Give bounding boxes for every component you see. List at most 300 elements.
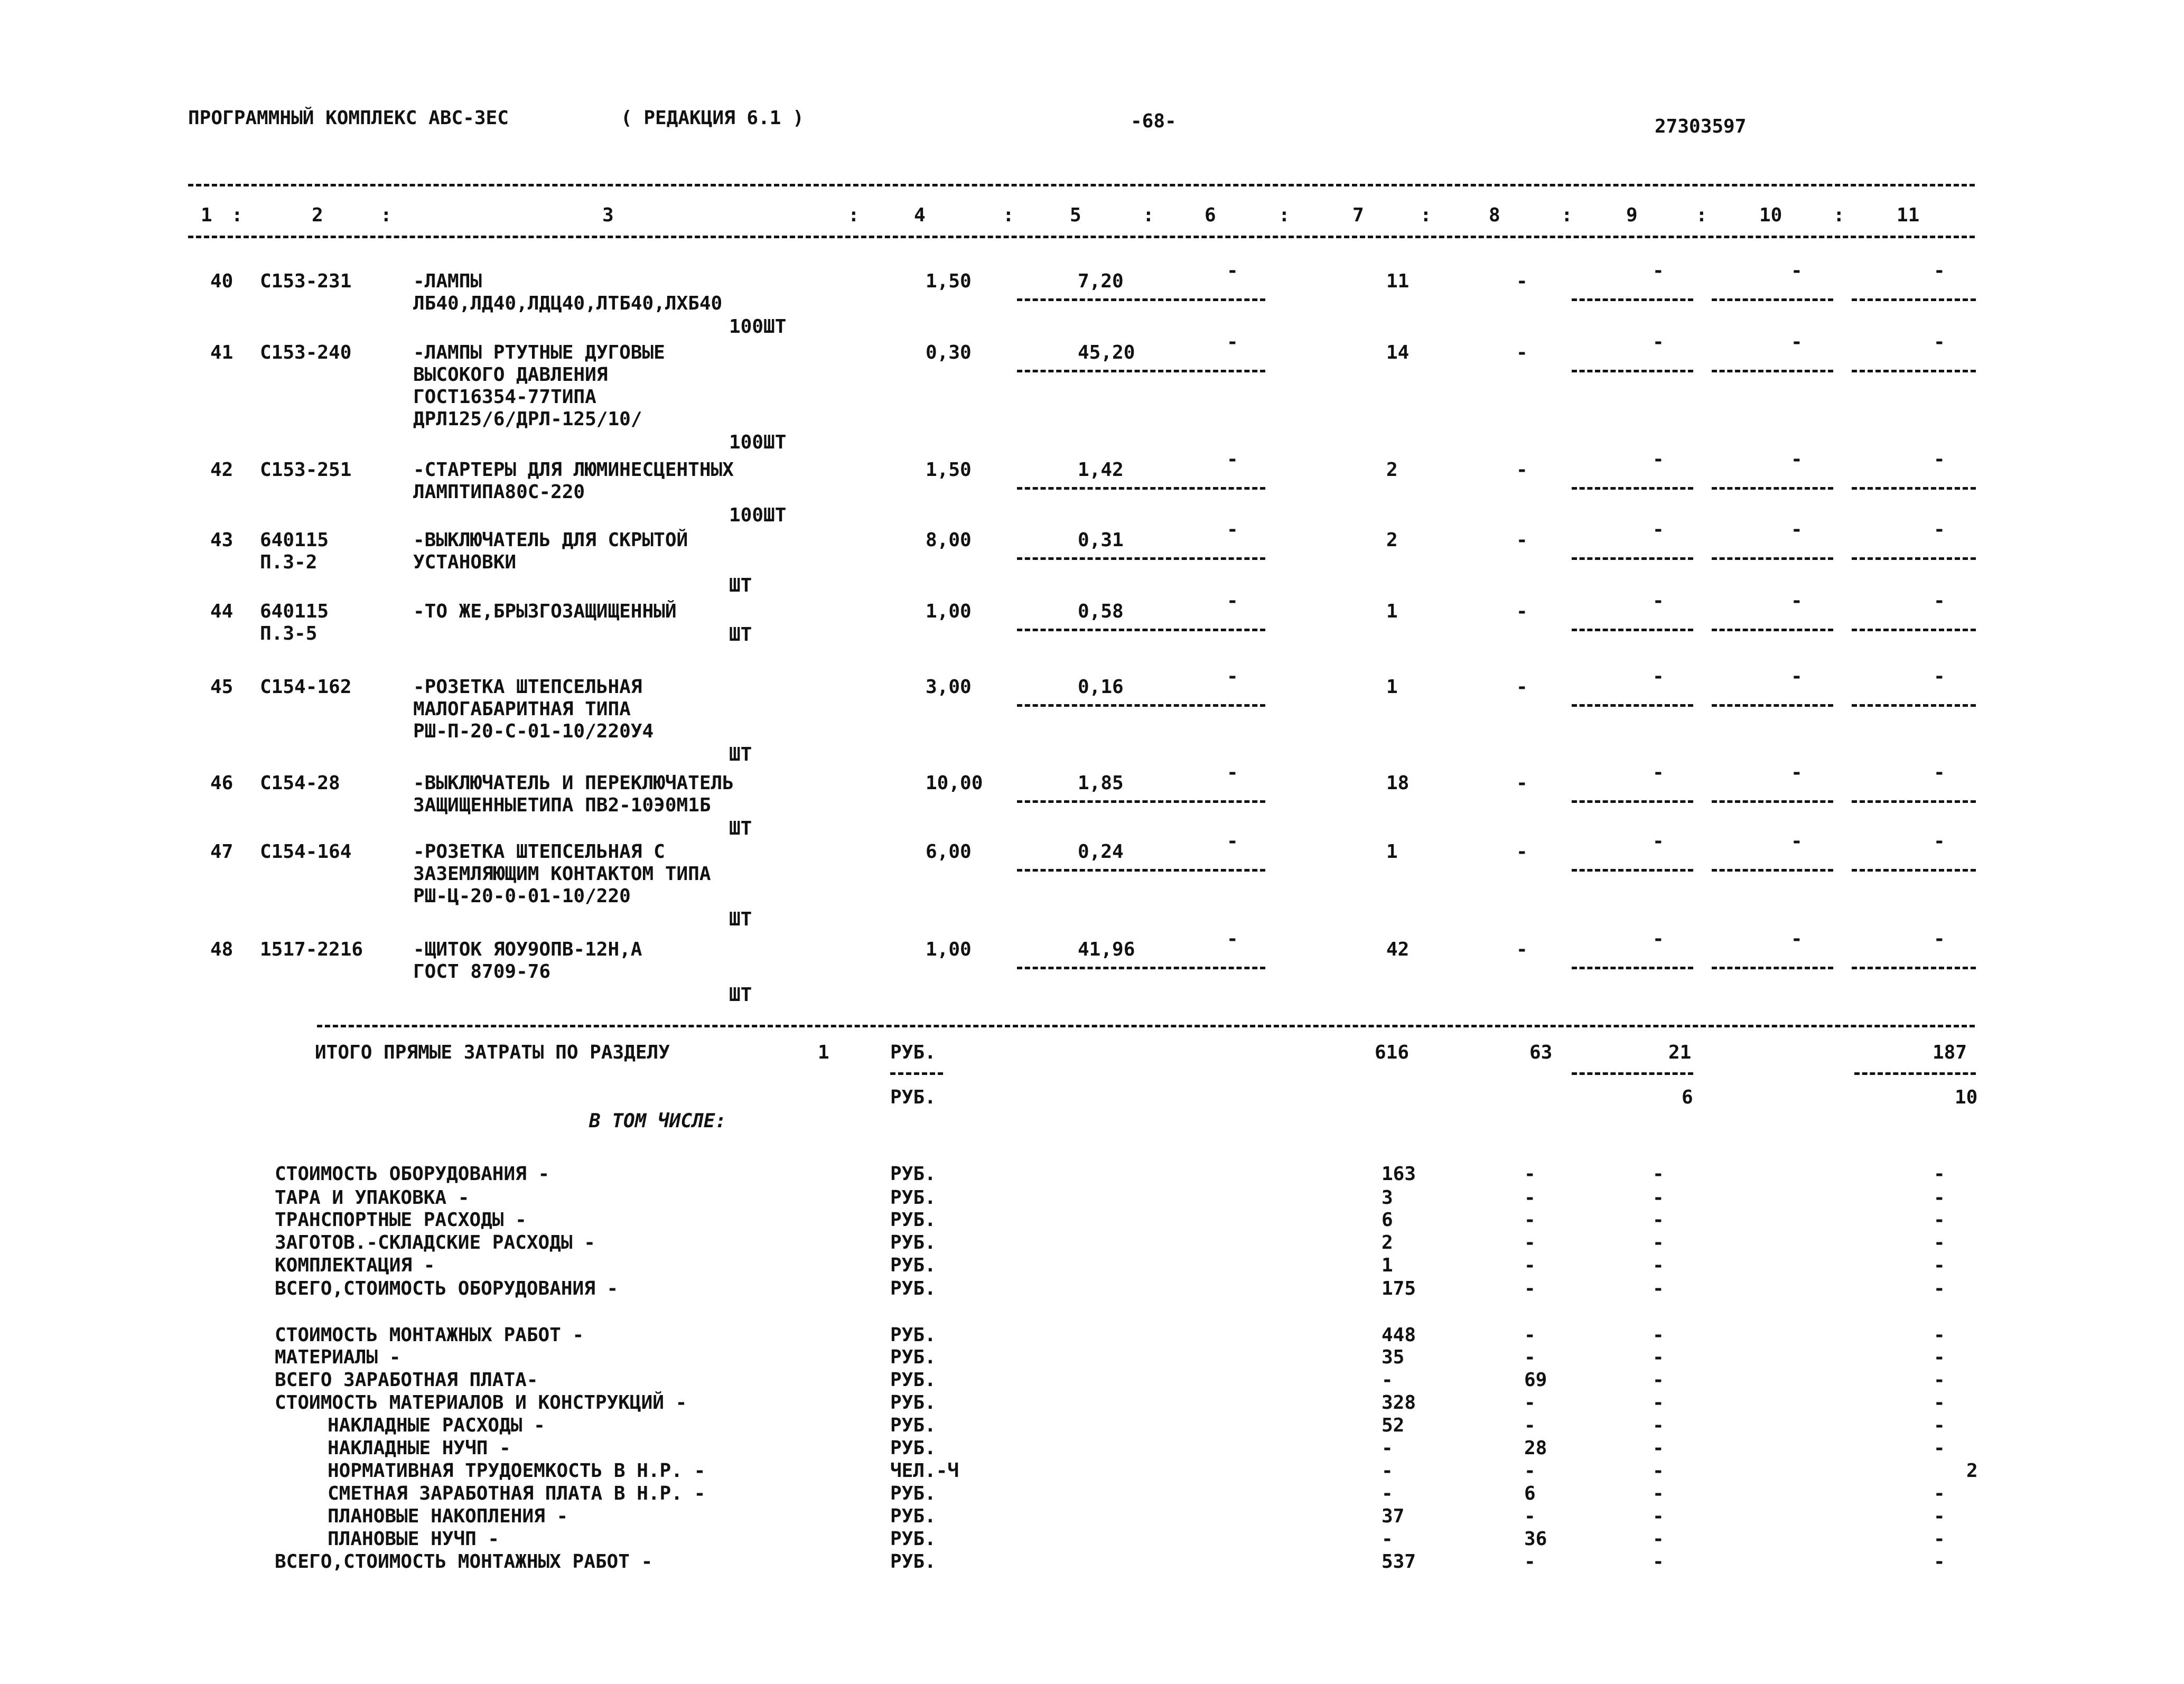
row-col8: - <box>1516 601 1528 622</box>
row-code: С153-251 <box>260 459 352 481</box>
breakdown-col7: 37 <box>1382 1505 1405 1527</box>
row-quantity: 1,00 <box>926 939 972 960</box>
row-col7: 1 <box>1386 841 1398 863</box>
column-header: 11 <box>1897 204 1920 226</box>
cell-rule <box>1712 800 1833 803</box>
including-heading: В ТОМ ЧИСЛЕ: <box>589 1110 727 1132</box>
column-separator: : <box>848 204 860 226</box>
row-description-line: -ЩИТОК ЯОУ9ОПВ-12Н,А <box>413 939 642 960</box>
breakdown-col8: - <box>1524 1505 1536 1527</box>
breakdown-col11: - <box>1934 1437 1945 1459</box>
row-code: С154-162 <box>260 676 352 698</box>
row-col10: - <box>1791 666 1803 687</box>
column-separator: : <box>1420 204 1432 226</box>
row-col6: - <box>1227 448 1238 470</box>
row-code-secondary: П.3-5 <box>260 623 318 644</box>
breakdown-col11: - <box>1934 1505 1945 1527</box>
breakdown-col11: - <box>1934 1415 1945 1436</box>
row-col10: - <box>1791 448 1803 470</box>
row-quantity: 1,50 <box>926 270 972 292</box>
row-col6: - <box>1227 331 1238 353</box>
row-col6: - <box>1227 666 1238 687</box>
row-description-line: -ТО ЖЕ,БРЫЗГОЗАЩИЩЕННЫЙ <box>413 601 677 622</box>
row-unit-price: 7,20 <box>1078 270 1124 292</box>
breakdown-col8: - <box>1524 1324 1536 1346</box>
row-code: С154-28 <box>260 772 340 794</box>
breakdown-col7: - <box>1382 1460 1393 1482</box>
row-col11: - <box>1934 260 1945 282</box>
cell-rule <box>1572 487 1693 490</box>
row-description-line: -РОЗЕТКА ШТЕПСЕЛЬНАЯ С <box>413 841 665 863</box>
row-number: 43 <box>210 529 234 551</box>
cell-rule <box>1017 967 1265 969</box>
breakdown-col7: 537 <box>1382 1551 1416 1573</box>
breakdown-unit: РУБ. <box>890 1187 936 1209</box>
row-description-line: -ВЫКЛЮЧАТЕЛЬ ДЛЯ СКРЫТОЙ <box>413 529 688 551</box>
row-col9: - <box>1653 928 1664 950</box>
row-col10: - <box>1791 830 1803 852</box>
row-quantity: 1,00 <box>926 601 972 622</box>
column-header: 8 <box>1489 204 1500 226</box>
row-col7: 2 <box>1386 529 1398 551</box>
breakdown-col7: - <box>1382 1483 1393 1504</box>
row-unit-price: 1,42 <box>1078 459 1124 481</box>
row-col6: - <box>1227 590 1238 612</box>
row-col7: 1 <box>1386 601 1398 622</box>
row-col10: - <box>1791 762 1803 783</box>
breakdown-col8: - <box>1524 1346 1536 1368</box>
row-unit: ШТ <box>729 818 752 839</box>
cell-rule <box>1572 967 1693 969</box>
row-col10: - <box>1791 928 1803 950</box>
row-col9: - <box>1653 830 1664 852</box>
breakdown-label: НАКЛАДНЫЕ НУЧП - <box>328 1437 511 1459</box>
row-unit-price: 45,20 <box>1078 342 1135 363</box>
row-code-secondary: П.3-2 <box>260 551 318 573</box>
column-separator: : <box>1561 204 1573 226</box>
breakdown-col8: 36 <box>1524 1528 1547 1550</box>
row-col10: - <box>1791 519 1803 540</box>
breakdown-col11: - <box>1934 1392 1945 1414</box>
cell-rule <box>1017 370 1265 372</box>
column-header: 5 <box>1070 204 1081 226</box>
breakdown-label: ТРАНСПОРТНЫЕ РАСХОДЫ - <box>275 1209 527 1231</box>
breakdown-col7: - <box>1382 1437 1393 1459</box>
row-col6: - <box>1227 260 1238 282</box>
row-col11: - <box>1934 519 1945 540</box>
breakdown-col11: - <box>1934 1232 1945 1253</box>
breakdown-unit: РУБ. <box>890 1324 936 1346</box>
breakdown-col11: - <box>1934 1255 1945 1276</box>
breakdown-col11: - <box>1934 1369 1945 1391</box>
cell-rule <box>1572 298 1693 301</box>
breakdown-label: СТОИМОСТЬ МОНТАЖНЫХ РАБОТ - <box>275 1324 584 1346</box>
cell-rule <box>1572 629 1693 631</box>
row-unit: 100ШТ <box>729 504 787 526</box>
breakdown-col9: - <box>1653 1415 1664 1436</box>
row-code: 640115 <box>260 529 329 551</box>
cell-rule <box>1017 704 1265 707</box>
total-label: ИТОГО ПРЯМЫЕ ЗАТРАТЫ ПО РАЗДЕЛУ <box>315 1042 670 1063</box>
breakdown-col11: - <box>1934 1187 1945 1209</box>
breakdown-col7: 448 <box>1382 1324 1416 1346</box>
total-col9: 21 <box>1668 1042 1692 1063</box>
breakdown-col8: - <box>1524 1392 1536 1414</box>
breakdown-col9: - <box>1653 1346 1664 1368</box>
row-col7: 11 <box>1386 270 1410 292</box>
row-col8: - <box>1516 676 1528 698</box>
breakdown-col9: - <box>1653 1369 1664 1391</box>
col9-underline <box>1572 1072 1693 1075</box>
row-col11: - <box>1934 830 1945 852</box>
breakdown-col11: - <box>1934 1483 1945 1504</box>
breakdown-col8: 69 <box>1524 1369 1547 1391</box>
row-description-line: ГОСТ 8709-76 <box>413 961 551 983</box>
breakdown-col7: - <box>1382 1369 1393 1391</box>
row-description-line: -СТАРТЕРЫ ДЛЯ ЛЮМИНЕСЦЕНТНЫХ <box>413 459 734 481</box>
column-header: 4 <box>914 204 926 226</box>
row-col11: - <box>1934 331 1945 353</box>
breakdown-unit: РУБ. <box>890 1415 936 1436</box>
total-section: 1 <box>818 1042 829 1063</box>
row-unit: ШТ <box>729 909 752 930</box>
row-col8: - <box>1516 772 1528 794</box>
breakdown-col8: - <box>1524 1278 1536 1299</box>
row-description-line: ЛАМПТИПА80С-220 <box>413 481 585 503</box>
row-unit-price: 0,16 <box>1078 676 1124 698</box>
breakdown-unit: РУБ. <box>890 1437 936 1459</box>
row-unit-price: 1,85 <box>1078 772 1124 794</box>
cell-rule <box>1017 487 1265 490</box>
breakdown-col7: 52 <box>1382 1415 1405 1436</box>
col11-underline <box>1854 1072 1976 1075</box>
edition-label: ( РЕДАКЦИЯ 6.1 ) <box>621 107 804 129</box>
row-col9: - <box>1653 666 1664 687</box>
row-unit: 100ШТ <box>729 432 787 453</box>
breakdown-label: НОРМАТИВНАЯ ТРУДОЕМКОСТЬ В Н.Р. - <box>328 1460 706 1482</box>
breakdown-col11: - <box>1934 1346 1945 1368</box>
cell-rule <box>1852 298 1976 301</box>
row-col8: - <box>1516 939 1528 960</box>
breakdown-unit: РУБ. <box>890 1209 936 1231</box>
breakdown-col7: 6 <box>1382 1209 1393 1231</box>
row-col7: 18 <box>1386 772 1410 794</box>
breakdown-col9: - <box>1653 1437 1664 1459</box>
cell-rule <box>1017 869 1265 872</box>
row-quantity: 10,00 <box>926 772 983 794</box>
row-quantity: 8,00 <box>926 529 972 551</box>
row-number: 46 <box>210 772 234 794</box>
row-col9: - <box>1653 590 1664 612</box>
row-description-line: -РОЗЕТКА ШТЕПСЕЛЬНАЯ <box>413 676 642 698</box>
column-header: 10 <box>1759 204 1782 226</box>
row-col11: - <box>1934 590 1945 612</box>
row-unit-price: 41,96 <box>1078 939 1135 960</box>
row-unit-price: 0,24 <box>1078 841 1124 863</box>
row-unit: 100ШТ <box>729 316 787 338</box>
breakdown-col9: - <box>1653 1392 1664 1414</box>
page-number: -68- <box>1131 110 1177 132</box>
column-header: 9 <box>1626 204 1638 226</box>
total-col7: 616 <box>1375 1042 1410 1063</box>
row-col9: - <box>1653 519 1664 540</box>
cell-rule <box>1572 370 1693 372</box>
row-unit: ШТ <box>729 624 752 645</box>
breakdown-col8: - <box>1524 1255 1536 1276</box>
breakdown-col7: 2 <box>1382 1232 1393 1253</box>
breakdown-unit: ЧЕЛ.-Ч <box>890 1460 959 1482</box>
total-unit-2: РУБ. <box>890 1087 936 1108</box>
row-col11: - <box>1934 666 1945 687</box>
breakdown-col9: - <box>1653 1209 1664 1231</box>
breakdown-col7: 35 <box>1382 1346 1405 1368</box>
breakdown-col11: - <box>1934 1209 1945 1231</box>
row-col7: 1 <box>1386 676 1398 698</box>
row-col10: - <box>1791 590 1803 612</box>
cell-rule <box>1017 800 1265 803</box>
breakdown-col8: - <box>1524 1232 1536 1253</box>
row-number: 47 <box>210 841 234 863</box>
cell-rule <box>1712 869 1833 872</box>
row-description-line: УСТАНОВКИ <box>413 551 517 573</box>
total-top-rule <box>317 1025 1975 1027</box>
breakdown-label: МАТЕРИАЛЫ - <box>275 1346 401 1368</box>
row-col7: 14 <box>1386 342 1410 363</box>
row-code: 640115 <box>260 601 329 622</box>
row-quantity: 6,00 <box>926 841 972 863</box>
breakdown-col9: - <box>1653 1255 1664 1276</box>
row-col6: - <box>1227 762 1238 783</box>
breakdown-unit: РУБ. <box>890 1278 936 1299</box>
row-col6: - <box>1227 519 1238 540</box>
breakdown-col9: - <box>1653 1528 1664 1550</box>
row-col8: - <box>1516 270 1528 292</box>
row-number: 42 <box>210 459 234 481</box>
row-description-line: ДРЛ125/6/ДРЛ-125/10/ <box>413 408 642 430</box>
column-separator: : <box>231 204 243 226</box>
cell-rule <box>1852 370 1976 372</box>
breakdown-label: ТАРА И УПАКОВКА - <box>275 1187 470 1209</box>
header-bottom-rule <box>188 236 1975 238</box>
row-col11: - <box>1934 928 1945 950</box>
breakdown-unit: РУБ. <box>890 1483 936 1504</box>
row-unit-price: 0,31 <box>1078 529 1124 551</box>
row-col6: - <box>1227 928 1238 950</box>
breakdown-col8: - <box>1524 1163 1536 1185</box>
cell-rule <box>1712 967 1833 969</box>
row-code: С153-240 <box>260 342 352 363</box>
column-separator: : <box>1696 204 1707 226</box>
breakdown-col9: - <box>1653 1163 1664 1185</box>
breakdown-label: ПЛАНОВЫЕ НАКОПЛЕНИЯ - <box>328 1505 568 1527</box>
row-description-line: -ЛАМПЫ <box>413 270 482 292</box>
column-header: 6 <box>1205 204 1216 226</box>
breakdown-label: СТОИМОСТЬ ОБОРУДОВАНИЯ - <box>275 1163 550 1185</box>
row-col8: - <box>1516 529 1528 551</box>
row-number: 45 <box>210 676 234 698</box>
row-number: 40 <box>210 270 234 292</box>
breakdown-label: ЗАГОТОВ.-СКЛАДСКИЕ РАСХОДЫ - <box>275 1232 595 1253</box>
cell-rule <box>1017 557 1265 560</box>
row-col10: - <box>1791 331 1803 353</box>
row-description-line: ГОСТ16354-77ТИПА <box>413 386 596 408</box>
cell-rule <box>1852 557 1976 560</box>
row-description-line: -ЛАМПЫ РТУТНЫЕ ДУГОВЫЕ <box>413 342 665 363</box>
row-description-line: ЛБ40,ЛД40,ЛДЦ40,ЛТБ40,ЛХБ40 <box>413 293 723 314</box>
column-separator: : <box>1833 204 1845 226</box>
breakdown-col7: 328 <box>1382 1392 1416 1414</box>
breakdown-col11: - <box>1934 1528 1945 1550</box>
breakdown-col9: - <box>1653 1232 1664 1253</box>
breakdown-col7: 3 <box>1382 1187 1393 1209</box>
column-header: 2 <box>312 204 323 226</box>
breakdown-col9: - <box>1653 1483 1664 1504</box>
row-description-line: РШ-Ц-20-0-01-10/220 <box>413 885 631 907</box>
breakdown-label: ВСЕГО,СТОИМОСТЬ ОБОРУДОВАНИЯ - <box>275 1278 619 1299</box>
cell-rule <box>1572 800 1693 803</box>
row-number: 48 <box>210 939 234 960</box>
row-description-line: ВЫСОКОГО ДАВЛЕНИЯ <box>413 364 608 386</box>
column-separator: : <box>1278 204 1290 226</box>
row-description-line: МАЛОГАБАРИТНАЯ ТИПА <box>413 698 631 720</box>
cell-rule <box>1572 869 1693 872</box>
breakdown-col8: - <box>1524 1187 1536 1209</box>
row-description-line: -ВЫКЛЮЧАТЕЛЬ И ПЕРЕКЛЮЧАТЕЛЬ <box>413 772 734 794</box>
cell-rule <box>1712 298 1833 301</box>
cell-rule <box>1852 967 1976 969</box>
breakdown-col8: 6 <box>1524 1483 1536 1504</box>
row-col7: 2 <box>1386 459 1398 481</box>
breakdown-col7: - <box>1382 1528 1393 1550</box>
row-code: С153-231 <box>260 270 352 292</box>
total-unit: РУБ. <box>890 1042 936 1063</box>
unit-underline <box>890 1072 943 1075</box>
total-col11-second: 10 <box>1955 1087 1978 1108</box>
breakdown-label: ВСЕГО,СТОИМОСТЬ МОНТАЖНЫХ РАБОТ - <box>275 1551 653 1573</box>
breakdown-col11: - <box>1934 1324 1945 1346</box>
column-header: 7 <box>1352 204 1364 226</box>
cell-rule <box>1712 557 1833 560</box>
row-quantity: 0,30 <box>926 342 972 363</box>
total-col9-second: 6 <box>1682 1087 1693 1108</box>
row-col9: - <box>1653 331 1664 353</box>
cell-rule <box>1017 298 1265 301</box>
breakdown-col8: - <box>1524 1551 1536 1573</box>
row-col8: - <box>1516 841 1528 863</box>
column-header: 1 <box>201 204 212 226</box>
breakdown-label: ПЛАНОВЫЕ НУЧП - <box>328 1528 500 1550</box>
table-top-rule <box>188 184 1975 186</box>
cell-rule <box>1572 557 1693 560</box>
row-unit: ШТ <box>729 984 752 1006</box>
row-col9: - <box>1653 762 1664 783</box>
breakdown-col9: - <box>1653 1187 1664 1209</box>
breakdown-unit: РУБ. <box>890 1505 936 1527</box>
cell-rule <box>1712 704 1833 707</box>
row-col9: - <box>1653 448 1664 470</box>
row-col8: - <box>1516 342 1528 363</box>
cell-rule <box>1712 629 1833 631</box>
breakdown-col11: - <box>1934 1163 1945 1185</box>
breakdown-label: КОМПЛЕКТАЦИЯ - <box>275 1255 435 1276</box>
row-quantity: 3,00 <box>926 676 972 698</box>
total-col11: 187 <box>1933 1042 1967 1063</box>
breakdown-unit: РУБ. <box>890 1369 936 1391</box>
row-description-line: ЗАЩИЩЕННЫЕТИПА ПВ2-10Э0М1Б <box>413 794 711 816</box>
breakdown-col7: 1 <box>1382 1255 1393 1276</box>
cell-rule <box>1852 487 1976 490</box>
breakdown-unit: РУБ. <box>890 1255 936 1276</box>
row-col11: - <box>1934 448 1945 470</box>
row-unit-price: 0,58 <box>1078 601 1124 622</box>
cell-rule <box>1712 370 1833 372</box>
row-col8: - <box>1516 459 1528 481</box>
breakdown-col8: 28 <box>1524 1437 1547 1459</box>
breakdown-col9: - <box>1653 1551 1664 1573</box>
row-code: С154-164 <box>260 841 352 863</box>
breakdown-col11: - <box>1934 1551 1945 1573</box>
column-separator: : <box>1143 204 1154 226</box>
breakdown-label: СМЕТНАЯ ЗАРАБОТНАЯ ПЛАТА В Н.Р. - <box>328 1483 706 1504</box>
breakdown-label: ВСЕГО ЗАРАБОТНАЯ ПЛАТА- <box>275 1369 538 1391</box>
row-code: 1517-2216 <box>260 939 363 960</box>
column-header: 3 <box>602 204 614 226</box>
cell-rule <box>1017 629 1265 631</box>
breakdown-unit: РУБ. <box>890 1392 936 1414</box>
row-unit: ШТ <box>729 575 752 596</box>
breakdown-col8: - <box>1524 1415 1536 1436</box>
total-col8: 63 <box>1529 1042 1553 1063</box>
breakdown-col9: - <box>1653 1460 1664 1482</box>
breakdown-unit: РУБ. <box>890 1232 936 1253</box>
row-col9: - <box>1653 260 1664 282</box>
row-col10: - <box>1791 260 1803 282</box>
row-col6: - <box>1227 830 1238 852</box>
breakdown-col7: 175 <box>1382 1278 1416 1299</box>
breakdown-col9: - <box>1653 1278 1664 1299</box>
row-description-line: РШ-П-20-С-01-10/220У4 <box>413 721 654 742</box>
cell-rule <box>1852 800 1976 803</box>
breakdown-label: НАКЛАДНЫЕ РАСХОДЫ - <box>328 1415 545 1436</box>
column-separator: : <box>1003 204 1014 226</box>
row-col7: 42 <box>1386 939 1410 960</box>
breakdown-col8: - <box>1524 1209 1536 1231</box>
row-number: 41 <box>210 342 234 363</box>
breakdown-col9: - <box>1653 1324 1664 1346</box>
breakdown-unit: РУБ. <box>890 1346 936 1368</box>
cell-rule <box>1712 487 1833 490</box>
breakdown-col11: - <box>1934 1278 1945 1299</box>
cell-rule <box>1572 704 1693 707</box>
column-separator: : <box>380 204 392 226</box>
breakdown-label: СТОИМОСТЬ МАТЕРИАЛОВ И КОНСТРУКЦИЙ - <box>275 1392 687 1414</box>
breakdown-col9: - <box>1653 1505 1664 1527</box>
breakdown-col8: - <box>1524 1460 1536 1482</box>
document-number: 27303597 <box>1655 116 1747 137</box>
row-unit: ШТ <box>729 744 752 765</box>
breakdown-unit: РУБ. <box>890 1163 936 1185</box>
program-title: ПРОГРАММНЫЙ КОМПЛЕКС АВС-ЗЕС <box>188 107 509 129</box>
breakdown-unit: РУБ. <box>890 1528 936 1550</box>
row-description-line: ЗАЗЕМЛЯЮЩИМ КОНТАКТОМ ТИПА <box>413 863 711 885</box>
row-col11: - <box>1934 762 1945 783</box>
cell-rule <box>1852 869 1976 872</box>
cell-rule <box>1852 629 1976 631</box>
breakdown-unit: РУБ. <box>890 1551 936 1573</box>
row-quantity: 1,50 <box>926 459 972 481</box>
cell-rule <box>1852 704 1976 707</box>
breakdown-col7: 163 <box>1382 1163 1416 1185</box>
